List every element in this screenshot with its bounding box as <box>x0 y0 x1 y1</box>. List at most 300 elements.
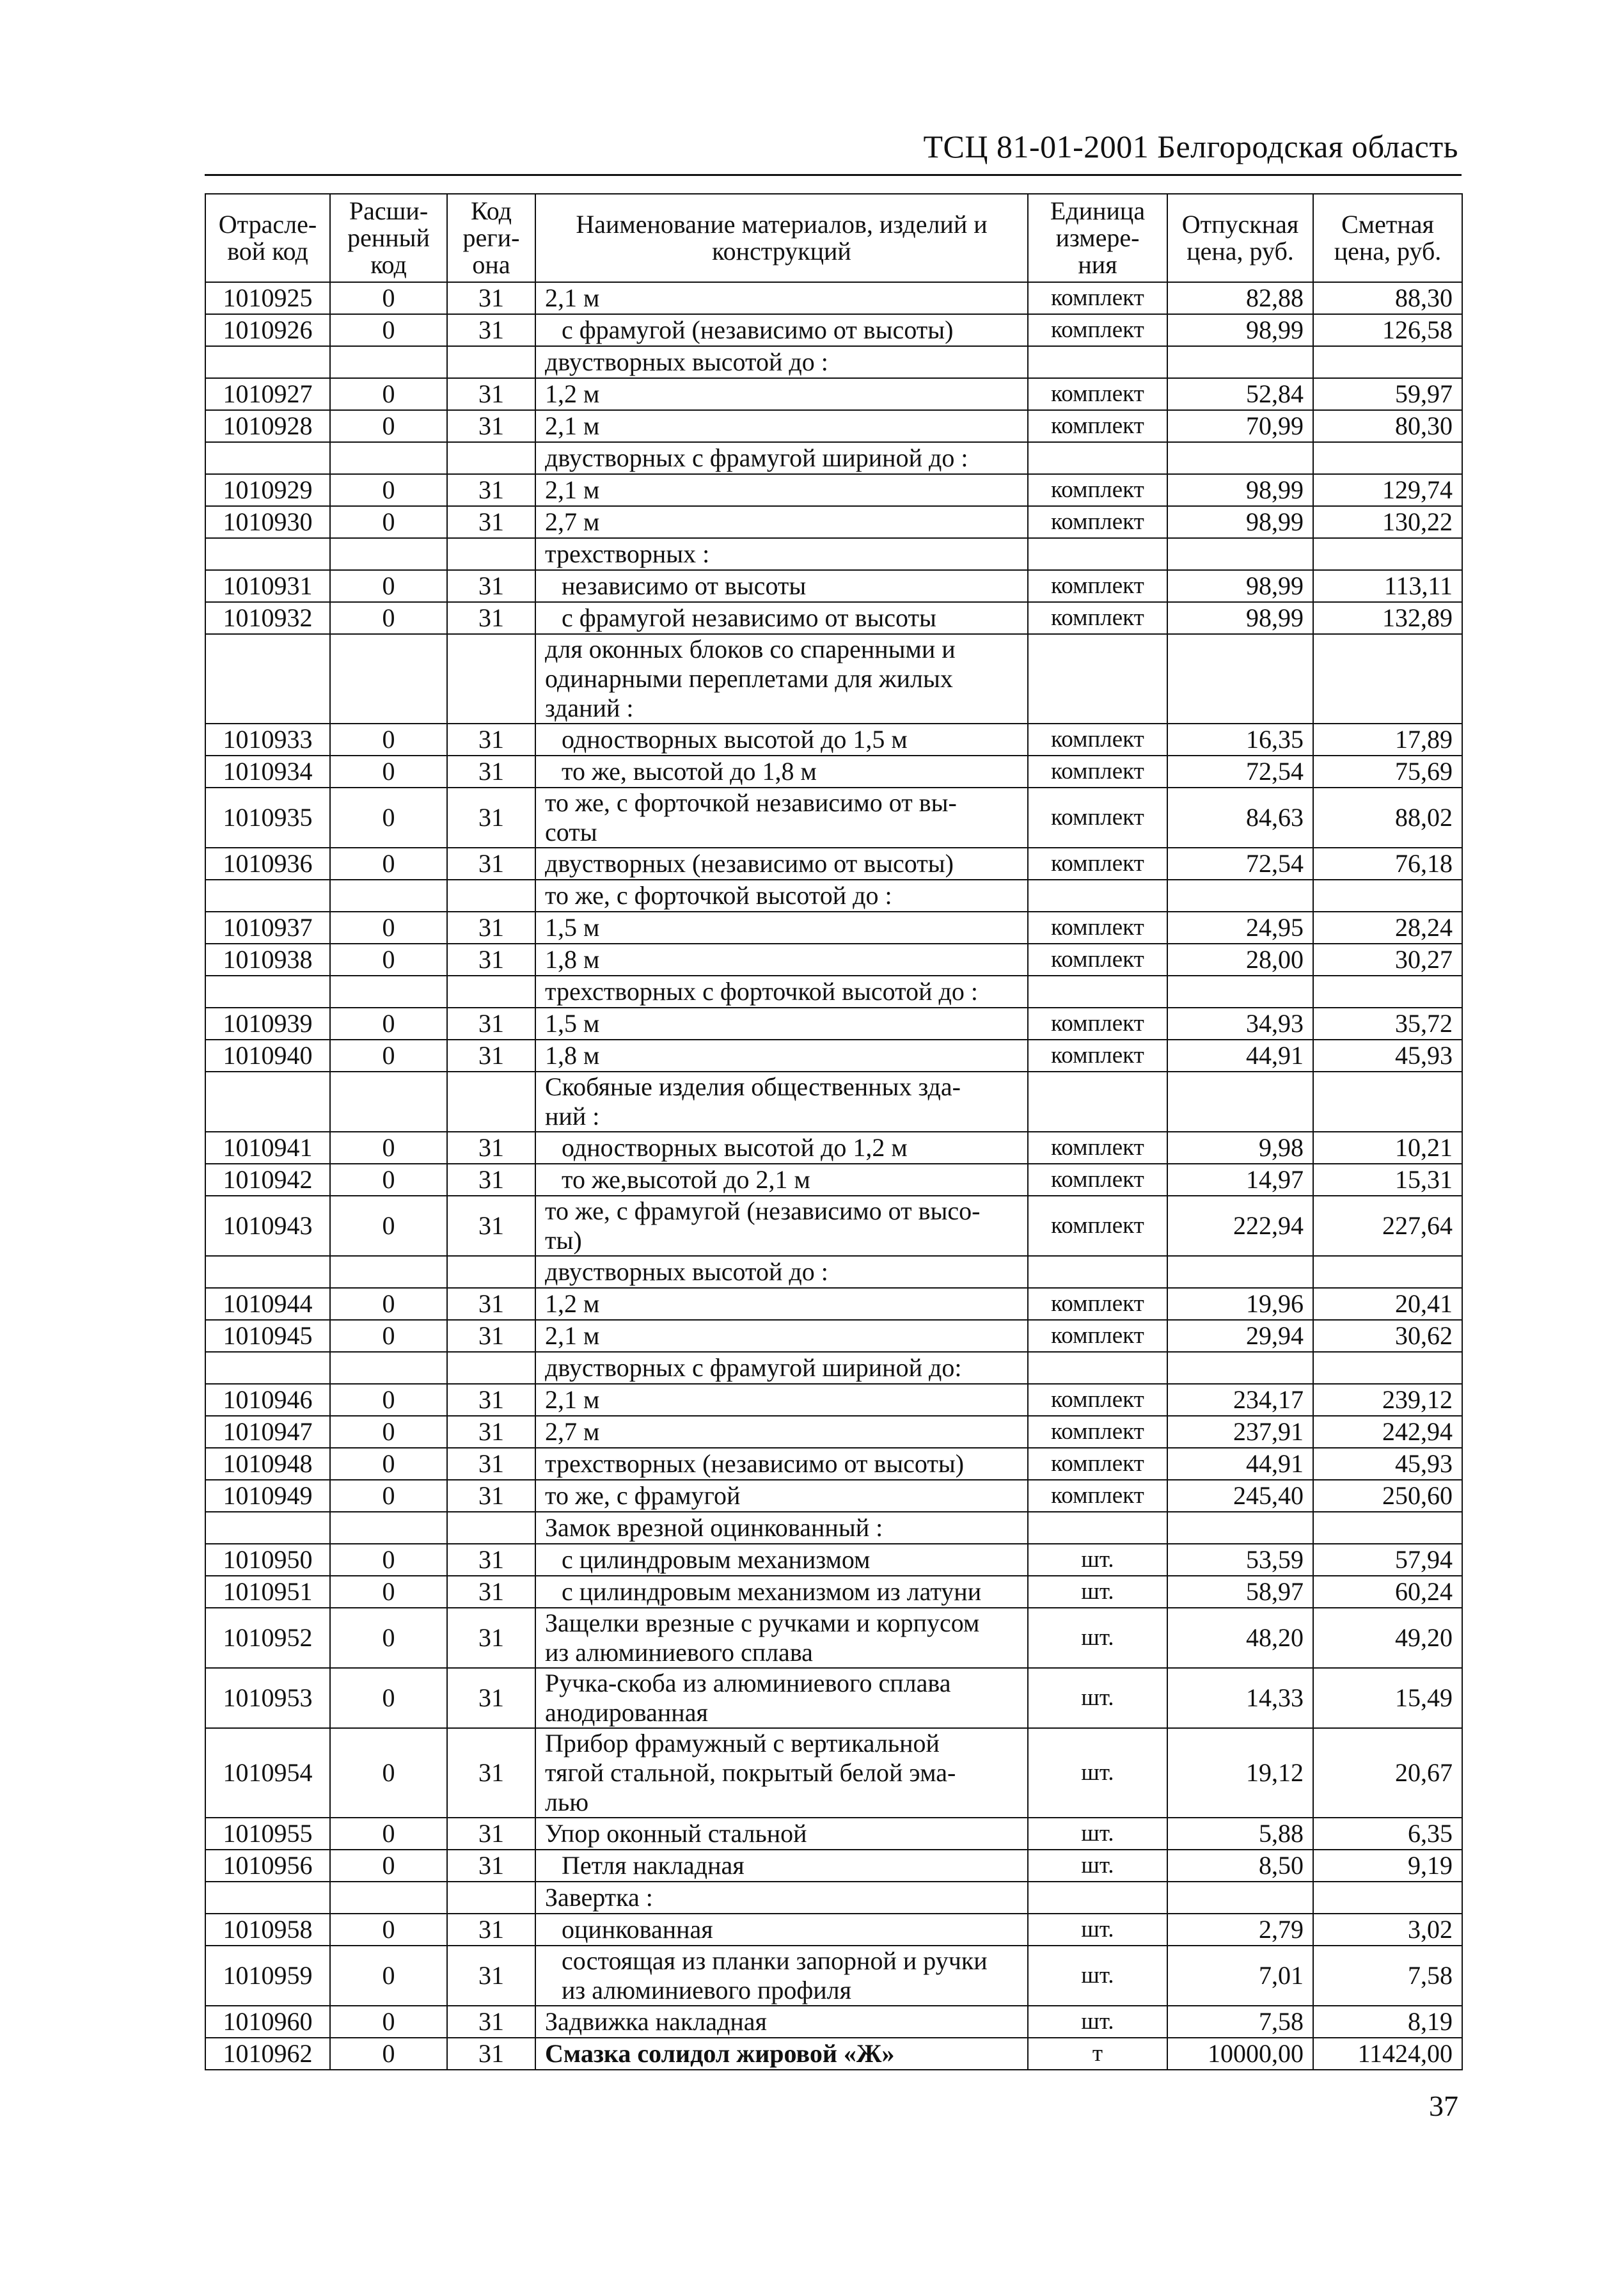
cell-release-price: 28,00 <box>1167 944 1313 976</box>
cell-extended-code: 0 <box>330 1008 447 1040</box>
section-row <box>205 538 1462 570</box>
table-row <box>205 314 1462 346</box>
table-row <box>205 282 1462 314</box>
cell-name: одностворных высотой до 1,2 м <box>535 1132 1028 1164</box>
cell-region-code <box>447 1352 535 1384</box>
cell-region-code: 31 <box>447 1164 535 1196</box>
cell-region-code: 31 <box>447 788 535 848</box>
cell-unit: шт. <box>1028 1850 1167 1882</box>
cell-extended-code <box>330 1072 447 1132</box>
cell-unit <box>1028 538 1167 570</box>
section-row <box>205 1512 1462 1544</box>
cell-name: Упор оконный стальной <box>535 1818 1028 1850</box>
cell-region-code <box>447 976 535 1008</box>
cell-release-price <box>1167 1352 1313 1384</box>
table-row <box>205 1416 1462 1448</box>
cell-unit: комплект <box>1028 1448 1167 1480</box>
cell-name: 1,2 м <box>535 1288 1028 1320</box>
cell-estimate-price: 20,67 <box>1313 1728 1462 1818</box>
cell-extended-code <box>330 976 447 1008</box>
cell-unit: комплект <box>1028 1320 1167 1352</box>
table-body <box>205 282 1462 2070</box>
section-row <box>205 442 1462 474</box>
cell-name: трехстворных (независимо от высоты) <box>535 1448 1028 1480</box>
cell-region-code: 31 <box>447 282 535 314</box>
cell-region-code <box>447 1882 535 1914</box>
table-row <box>205 1040 1462 1072</box>
cell-region-code: 31 <box>447 1008 535 1040</box>
cell-release-price: 84,63 <box>1167 788 1313 848</box>
cell-unit: комплект <box>1028 848 1167 880</box>
cell-unit: комплект <box>1028 314 1167 346</box>
cell-unit: шт. <box>1028 1946 1167 2006</box>
section-row <box>205 634 1462 724</box>
cell-industry-code: 1010925 <box>205 282 330 314</box>
cell-industry-code: 1010930 <box>205 506 330 538</box>
table-row <box>205 570 1462 602</box>
table-row <box>205 410 1462 442</box>
cell-extended-code: 0 <box>330 1914 447 1946</box>
cell-extended-code: 0 <box>330 282 447 314</box>
cell-unit <box>1028 976 1167 1008</box>
cell-release-price: 34,93 <box>1167 1008 1313 1040</box>
cell-unit: комплект <box>1028 410 1167 442</box>
cell-industry-code: 1010940 <box>205 1040 330 1072</box>
cell-region-code: 31 <box>447 756 535 788</box>
cell-region-code: 31 <box>447 724 535 756</box>
cell-estimate-price: 7,58 <box>1313 1946 1462 2006</box>
cell-release-price: 24,95 <box>1167 912 1313 944</box>
cell-unit: комплект <box>1028 1164 1167 1196</box>
cell-industry-code: 1010962 <box>205 2038 330 2070</box>
cell-industry-code <box>205 1512 330 1544</box>
cell-industry-code <box>205 1256 330 1288</box>
cell-industry-code: 1010952 <box>205 1608 330 1668</box>
cell-region-code: 31 <box>447 1608 535 1668</box>
section-row <box>205 1352 1462 1384</box>
cell-release-price <box>1167 880 1313 912</box>
table-row <box>205 1576 1462 1608</box>
section-row <box>205 1256 1462 1288</box>
cell-extended-code: 0 <box>330 1320 447 1352</box>
table-row <box>205 2038 1462 2070</box>
cell-industry-code: 1010941 <box>205 1132 330 1164</box>
cell-name: двустворных с фрамугой шириной до : <box>535 442 1028 474</box>
column-header-release-price: Отпускная цена, руб. <box>1167 194 1313 282</box>
cell-name: 2,1 м <box>535 1320 1028 1352</box>
cell-industry-code: 1010928 <box>205 410 330 442</box>
cell-extended-code: 0 <box>330 1946 447 2006</box>
cell-name: то же, с форточкой высотой до : <box>535 880 1028 912</box>
cell-region-code: 31 <box>447 506 535 538</box>
cell-region-code: 31 <box>447 1132 535 1164</box>
cell-extended-code <box>330 880 447 912</box>
cell-industry-code: 1010959 <box>205 1946 330 2006</box>
cell-name: 1,5 м <box>535 1008 1028 1040</box>
cell-unit <box>1028 346 1167 378</box>
cell-release-price: 16,35 <box>1167 724 1313 756</box>
cell-unit: комплект <box>1028 1480 1167 1512</box>
cell-estimate-price: 28,24 <box>1313 912 1462 944</box>
cell-industry-code: 1010953 <box>205 1668 330 1728</box>
cell-extended-code: 0 <box>330 848 447 880</box>
cell-industry-code: 1010939 <box>205 1008 330 1040</box>
cell-industry-code: 1010951 <box>205 1576 330 1608</box>
table-row <box>205 724 1462 756</box>
cell-extended-code <box>330 442 447 474</box>
cell-name: 2,7 м <box>535 1416 1028 1448</box>
cell-industry-code: 1010944 <box>205 1288 330 1320</box>
cell-release-price: 98,99 <box>1167 570 1313 602</box>
cell-industry-code <box>205 1882 330 1914</box>
cell-estimate-price: 76,18 <box>1313 848 1462 880</box>
column-header-name: Наименование материалов, изделий и конструкций <box>535 194 1028 282</box>
cell-name: для оконных блоков со спаренными и одинарными переплетами для жилых зданий : <box>535 634 1028 724</box>
cell-estimate-price: 250,60 <box>1313 1480 1462 1512</box>
cell-industry-code: 1010938 <box>205 944 330 976</box>
cell-estimate-price: 242,94 <box>1313 1416 1462 1448</box>
cell-release-price: 7,58 <box>1167 2006 1313 2038</box>
cell-estimate-price <box>1313 880 1462 912</box>
cell-unit: комплект <box>1028 912 1167 944</box>
cell-estimate-price <box>1313 1882 1462 1914</box>
cell-name: с фрамугой (независимо от высоты) <box>535 314 1028 346</box>
cell-region-code: 31 <box>447 1668 535 1728</box>
cell-name: трехстворных с форточкой высотой до : <box>535 976 1028 1008</box>
cell-estimate-price: 57,94 <box>1313 1544 1462 1576</box>
cell-unit: комплект <box>1028 1196 1167 1256</box>
cell-name: Задвижка накладная <box>535 2006 1028 2038</box>
cell-name: 2,1 м <box>535 410 1028 442</box>
cell-industry-code: 1010934 <box>205 756 330 788</box>
cell-unit: комплект <box>1028 474 1167 506</box>
cell-estimate-price: 15,31 <box>1313 1164 1462 1196</box>
cell-region-code: 31 <box>447 570 535 602</box>
cell-extended-code: 0 <box>330 570 447 602</box>
cell-estimate-price <box>1313 346 1462 378</box>
cell-extended-code: 0 <box>330 1818 447 1850</box>
cell-extended-code: 0 <box>330 1416 447 1448</box>
cell-name: трехстворных : <box>535 538 1028 570</box>
cell-unit <box>1028 1072 1167 1132</box>
cell-estimate-price: 113,11 <box>1313 570 1462 602</box>
cell-industry-code: 1010931 <box>205 570 330 602</box>
cell-extended-code <box>330 634 447 724</box>
cell-release-price: 44,91 <box>1167 1040 1313 1072</box>
table-row <box>205 1946 1462 2006</box>
section-row <box>205 880 1462 912</box>
cell-industry-code <box>205 634 330 724</box>
cell-estimate-price: 6,35 <box>1313 1818 1462 1850</box>
cell-region-code: 31 <box>447 1850 535 1882</box>
cell-estimate-price: 88,30 <box>1313 282 1462 314</box>
cell-region-code: 31 <box>447 1480 535 1512</box>
cell-estimate-price: 88,02 <box>1313 788 1462 848</box>
cell-name: двустворных высотой до : <box>535 346 1028 378</box>
cell-name: с цилиндровым механизмом <box>535 1544 1028 1576</box>
cell-unit: комплект <box>1028 282 1167 314</box>
cell-name: Замок врезной оцинкованный : <box>535 1512 1028 1544</box>
cell-extended-code: 0 <box>330 314 447 346</box>
cell-region-code: 31 <box>447 314 535 346</box>
cell-industry-code: 1010958 <box>205 1914 330 1946</box>
cell-unit <box>1028 442 1167 474</box>
cell-estimate-price: 130,22 <box>1313 506 1462 538</box>
cell-extended-code: 0 <box>330 1608 447 1668</box>
cell-estimate-price: 20,41 <box>1313 1288 1462 1320</box>
section-row <box>205 346 1462 378</box>
cell-release-price: 98,99 <box>1167 602 1313 634</box>
cell-unit: комплект <box>1028 1040 1167 1072</box>
cell-name: 1,8 м <box>535 1040 1028 1072</box>
cell-name: то же,высотой до 2,1 м <box>535 1164 1028 1196</box>
cell-release-price: 53,59 <box>1167 1544 1313 1576</box>
table-row <box>205 1164 1462 1196</box>
table-row <box>205 1288 1462 1320</box>
section-row <box>205 976 1462 1008</box>
cell-industry-code: 1010949 <box>205 1480 330 1512</box>
cell-estimate-price: 45,93 <box>1313 1448 1462 1480</box>
cell-industry-code: 1010947 <box>205 1416 330 1448</box>
cell-region-code: 31 <box>447 474 535 506</box>
running-header: ТСЦ 81-01-2001 Белгородская область <box>923 129 1458 164</box>
cell-industry-code <box>205 1352 330 1384</box>
cell-release-price: 9,98 <box>1167 1132 1313 1164</box>
cell-release-price: 14,33 <box>1167 1668 1313 1728</box>
table-row <box>205 848 1462 880</box>
table-row <box>205 1728 1462 1818</box>
table-row <box>205 1480 1462 1512</box>
cell-extended-code: 0 <box>330 1164 447 1196</box>
cell-release-price <box>1167 1882 1313 1914</box>
cell-name: то же, с фрамугой <box>535 1480 1028 1512</box>
cell-extended-code: 0 <box>330 1132 447 1164</box>
cell-release-price <box>1167 1072 1313 1132</box>
cell-industry-code: 1010933 <box>205 724 330 756</box>
cell-name: оцинкованная <box>535 1914 1028 1946</box>
cell-extended-code <box>330 538 447 570</box>
table-row <box>205 1384 1462 1416</box>
cell-estimate-price: 60,24 <box>1313 1576 1462 1608</box>
cell-unit: шт. <box>1028 1914 1167 1946</box>
cell-estimate-price: 227,64 <box>1313 1196 1462 1256</box>
price-table <box>205 193 1463 2070</box>
cell-industry-code <box>205 442 330 474</box>
cell-estimate-price: 30,27 <box>1313 944 1462 976</box>
cell-region-code: 31 <box>447 378 535 410</box>
cell-name: Петля накладная <box>535 1850 1028 1882</box>
cell-name: Скобяные изделия общественных зда- ний : <box>535 1072 1028 1132</box>
cell-unit: комплект <box>1028 1132 1167 1164</box>
cell-name: с фрамугой независимо от высоты <box>535 602 1028 634</box>
table-row <box>205 944 1462 976</box>
cell-extended-code: 0 <box>330 1040 447 1072</box>
cell-region-code <box>447 634 535 724</box>
cell-release-price: 72,54 <box>1167 756 1313 788</box>
cell-estimate-price: 49,20 <box>1313 1608 1462 1668</box>
cell-extended-code: 0 <box>330 474 447 506</box>
cell-region-code: 31 <box>447 410 535 442</box>
table-row <box>205 1008 1462 1040</box>
cell-extended-code: 0 <box>330 788 447 848</box>
cell-industry-code: 1010946 <box>205 1384 330 1416</box>
table-row <box>205 378 1462 410</box>
cell-region-code: 31 <box>447 1040 535 1072</box>
cell-unit: комплект <box>1028 378 1167 410</box>
cell-unit: шт. <box>1028 1818 1167 1850</box>
cell-name: одностворных высотой до 1,5 м <box>535 724 1028 756</box>
cell-extended-code <box>330 346 447 378</box>
cell-estimate-price: 3,02 <box>1313 1914 1462 1946</box>
cell-name: то же, высотой до 1,8 м <box>535 756 1028 788</box>
page-number: 37 <box>1429 2090 1458 2122</box>
cell-name: Защелки врезные с ручками и корпусом из алюминиевого сплава <box>535 1608 1028 1668</box>
cell-release-price: 52,84 <box>1167 378 1313 410</box>
column-header-extended-code: Расши- ренный код <box>330 194 447 282</box>
cell-extended-code: 0 <box>330 724 447 756</box>
cell-unit <box>1028 1256 1167 1288</box>
cell-extended-code: 0 <box>330 378 447 410</box>
cell-name: 1,8 м <box>535 944 1028 976</box>
cell-release-price <box>1167 346 1313 378</box>
cell-release-price: 19,96 <box>1167 1288 1313 1320</box>
cell-extended-code: 0 <box>330 1728 447 1818</box>
cell-estimate-price: 8,19 <box>1313 2006 1462 2038</box>
cell-release-price: 5,88 <box>1167 1818 1313 1850</box>
cell-release-price: 10000,00 <box>1167 2038 1313 2070</box>
cell-release-price <box>1167 442 1313 474</box>
cell-industry-code: 1010950 <box>205 1544 330 1576</box>
cell-release-price: 222,94 <box>1167 1196 1313 1256</box>
cell-extended-code: 0 <box>330 944 447 976</box>
cell-release-price: 98,99 <box>1167 474 1313 506</box>
header-row <box>205 194 1462 282</box>
table-row <box>205 2006 1462 2038</box>
cell-extended-code: 0 <box>330 506 447 538</box>
table-row <box>205 912 1462 944</box>
column-header-industry-code: Отрасле- вой код <box>205 194 330 282</box>
cell-estimate-price: 45,93 <box>1313 1040 1462 1072</box>
cell-name: Завертка : <box>535 1882 1028 1914</box>
cell-unit: комплект <box>1028 1384 1167 1416</box>
cell-region-code <box>447 1256 535 1288</box>
cell-estimate-price <box>1313 1072 1462 1132</box>
cell-region-code <box>447 1512 535 1544</box>
cell-industry-code <box>205 538 330 570</box>
cell-unit <box>1028 1512 1167 1544</box>
cell-unit: комплект <box>1028 506 1167 538</box>
cell-region-code: 31 <box>447 912 535 944</box>
cell-name: 1,5 м <box>535 912 1028 944</box>
cell-extended-code: 0 <box>330 1850 447 1882</box>
cell-unit: шт. <box>1028 1544 1167 1576</box>
table-row <box>205 1850 1462 1882</box>
column-header-estimate-price: Сметная цена, руб. <box>1313 194 1462 282</box>
cell-extended-code <box>330 1512 447 1544</box>
cell-name: с цилиндровым механизмом из латуни <box>535 1576 1028 1608</box>
cell-estimate-price: 80,30 <box>1313 410 1462 442</box>
cell-estimate-price <box>1313 1512 1462 1544</box>
cell-region-code: 31 <box>447 1320 535 1352</box>
cell-region-code: 31 <box>447 1384 535 1416</box>
cell-region-code: 31 <box>447 1416 535 1448</box>
cell-estimate-price: 30,62 <box>1313 1320 1462 1352</box>
cell-estimate-price <box>1313 538 1462 570</box>
cell-extended-code: 0 <box>330 1196 447 1256</box>
table-row <box>205 1914 1462 1946</box>
cell-industry-code: 1010937 <box>205 912 330 944</box>
cell-industry-code: 1010929 <box>205 474 330 506</box>
cell-region-code <box>447 442 535 474</box>
cell-industry-code: 1010942 <box>205 1164 330 1196</box>
cell-name: 2,1 м <box>535 282 1028 314</box>
cell-name: то же, с фрамугой (независимо от высо- ты) <box>535 1196 1028 1256</box>
cell-unit <box>1028 1352 1167 1384</box>
table-row <box>205 788 1462 848</box>
cell-extended-code: 0 <box>330 1448 447 1480</box>
cell-unit: шт. <box>1028 1728 1167 1818</box>
table-row <box>205 1818 1462 1850</box>
cell-release-price: 237,91 <box>1167 1416 1313 1448</box>
cell-name: Ручка-скоба из алюминиевого сплава анодированная <box>535 1668 1028 1728</box>
cell-extended-code: 0 <box>330 1288 447 1320</box>
cell-industry-code <box>205 880 330 912</box>
cell-unit: комплект <box>1028 756 1167 788</box>
cell-unit: комплект <box>1028 944 1167 976</box>
cell-unit <box>1028 880 1167 912</box>
table-header <box>205 194 1462 282</box>
cell-name: состоящая из планки запорной и ручки из алюминиевого профиля <box>535 1946 1028 2006</box>
cell-release-price <box>1167 1512 1313 1544</box>
cell-release-price: 234,17 <box>1167 1384 1313 1416</box>
cell-region-code: 31 <box>447 1576 535 1608</box>
cell-estimate-price: 239,12 <box>1313 1384 1462 1416</box>
cell-extended-code: 0 <box>330 2006 447 2038</box>
cell-unit: комплект <box>1028 1008 1167 1040</box>
cell-region-code: 31 <box>447 2006 535 2038</box>
cell-unit: комплект <box>1028 1416 1167 1448</box>
cell-release-price <box>1167 538 1313 570</box>
cell-release-price <box>1167 976 1313 1008</box>
cell-industry-code: 1010932 <box>205 602 330 634</box>
cell-extended-code: 0 <box>330 1576 447 1608</box>
cell-region-code: 31 <box>447 1818 535 1850</box>
cell-release-price: 8,50 <box>1167 1850 1313 1882</box>
cell-unit: шт. <box>1028 2006 1167 2038</box>
cell-estimate-price <box>1313 1256 1462 1288</box>
cell-unit <box>1028 634 1167 724</box>
cell-region-code: 31 <box>447 1544 535 1576</box>
table-row <box>205 602 1462 634</box>
table-row <box>205 1448 1462 1480</box>
cell-extended-code: 0 <box>330 1384 447 1416</box>
cell-region-code: 31 <box>447 1448 535 1480</box>
cell-unit: комплект <box>1028 724 1167 756</box>
cell-release-price: 19,12 <box>1167 1728 1313 1818</box>
cell-region-code: 31 <box>447 1288 535 1320</box>
cell-unit: шт. <box>1028 1668 1167 1728</box>
cell-release-price: 44,91 <box>1167 1448 1313 1480</box>
cell-region-code: 31 <box>447 1946 535 2006</box>
cell-estimate-price: 132,89 <box>1313 602 1462 634</box>
cell-estimate-price: 11424,00 <box>1313 2038 1462 2070</box>
cell-estimate-price <box>1313 976 1462 1008</box>
cell-industry-code <box>205 976 330 1008</box>
cell-extended-code: 0 <box>330 1544 447 1576</box>
cell-estimate-price <box>1313 634 1462 724</box>
cell-release-price: 58,97 <box>1167 1576 1313 1608</box>
cell-unit: комплект <box>1028 788 1167 848</box>
